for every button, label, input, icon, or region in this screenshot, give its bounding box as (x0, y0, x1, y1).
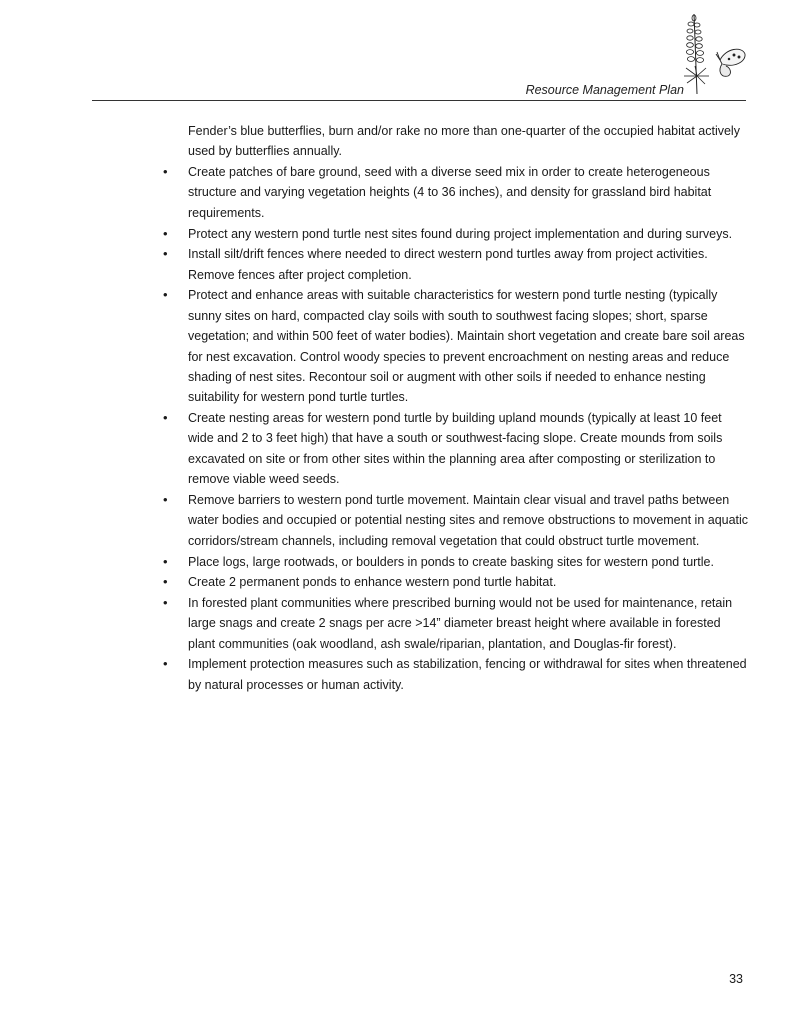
bullet-text: Create nesting areas for western pond turtle by building upland mounds (typically at least 10 feet wide and 2 to 3 feet high) that have a south or southwest-facing slope. Create mounds from soils excavated on site or from other sites within the planning area after composting or sterilization to remove viable weed seeds. (188, 411, 723, 487)
continuation-paragraph: Fender’s blue butterflies, burn and/or rake no more than one-quarter of the occupied habitat actively used by butterflies annually. (188, 124, 740, 159)
bullet-item (160, 552, 750, 572)
bullet-item (160, 224, 750, 244)
bullet-icon: • (163, 287, 168, 303)
bullet-icon: • (163, 574, 168, 590)
bullet-item (160, 285, 750, 407)
bullet-icon: • (163, 553, 168, 569)
document-header-title: Resource Management Plan (525, 83, 684, 97)
bullet-item (160, 490, 750, 551)
bullet-icon: • (163, 164, 168, 179)
bullet-item (160, 572, 750, 592)
bullet-item (160, 162, 750, 223)
bullet-item (160, 593, 750, 654)
bullet-icon: • (163, 410, 168, 426)
bullet-icon: • (163, 225, 168, 241)
bullet-text: Create 2 permanent ponds to enhance western pond turtle habitat. (188, 575, 557, 590)
bullet-icon: • (163, 594, 168, 610)
bullet-text: Protect any western pond turtle nest sites found during project implementation and during surveys. (188, 226, 733, 241)
page-number: 33 (729, 972, 743, 986)
header-divider (92, 100, 746, 101)
bullet-icon: • (163, 491, 168, 507)
bullet-icon: • (163, 656, 168, 672)
bullet-icon: • (163, 246, 168, 262)
bullet-list (160, 162, 750, 696)
lupine-butterfly-logo-icon (676, 10, 748, 98)
bullet-item (160, 244, 750, 285)
bullet-text: Install silt/drift fences where needed to direct western pond turtles away from project activities. Remove fences after project completion. (188, 247, 708, 282)
bullet-item (160, 654, 750, 695)
bullet-text: Remove barriers to western pond turtle movement. Maintain clear visual and travel paths between water bodies and occupied or potential nesting sites and remove obstructions to movement in aquatic corridors/stream channels, including removal vegetation that could obstruct turtle movement. (188, 492, 749, 548)
bullet-text: Create patches of bare ground, seed with a diverse seed mix in order to create heterogeneous structure and varying vegetation heights (4 to 36 inches), and density for grassland bird habitat requirements. (188, 165, 712, 220)
bullet-text: Implement protection measures such as stabilization, fencing or withdrawal for sites when threatened by natural processes or human activity. (188, 657, 747, 692)
bullet-text: Protect and enhance areas with suitable characteristics for western pond turtle nesting (typically sunny sites on hard, compacted clay soils with south to southwest facing slopes; short, sparse vegetation; and within 500 feet of water bodies). Maintain short vegetation and create bare soil areas for nest excavation. Control woody species to prevent encroachment on nesting areas and reduce shading of nest sites. Recontour soil or augment with other soils if needed to enhance nesting suitability for western pond turtle turtles. (188, 288, 745, 405)
bullet-text: Place logs, large rootwads, or boulders in ponds to create basking sites for western pond turtle. (188, 554, 714, 569)
bullet-text: In forested plant communities where prescribed burning would not be used for maintenance, retain large snags and create 2 snags per acre >14” diameter breast height where available in forested plant communities (oak woodland, ash swale/riparian, plantation, and Douglas-fir forest). (188, 595, 733, 651)
bullet-item (160, 408, 750, 490)
